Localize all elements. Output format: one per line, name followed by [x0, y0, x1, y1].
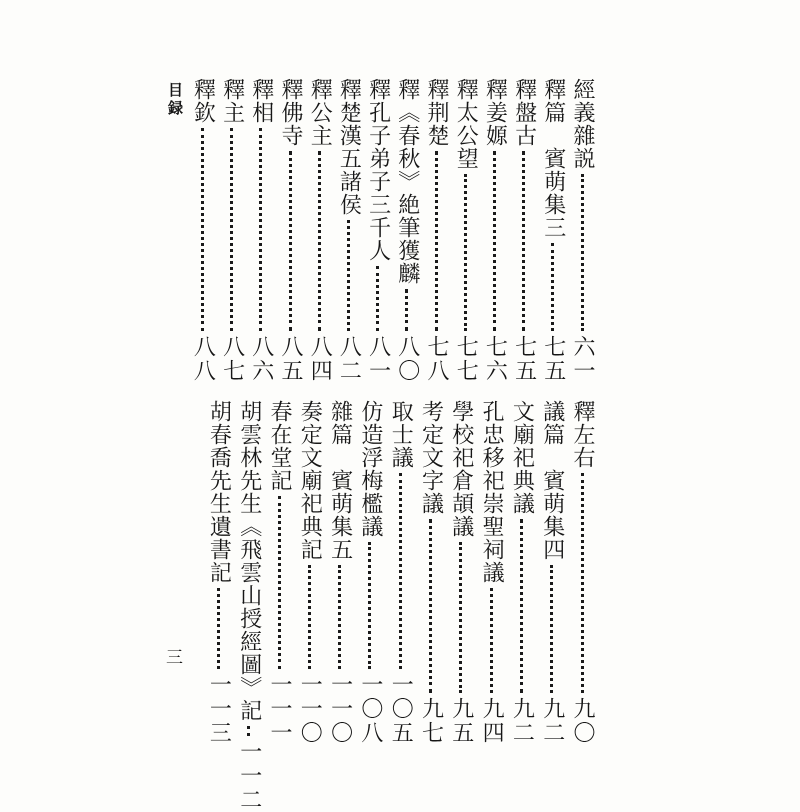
- entry-title: 釋楚漢五諸侯: [336, 78, 362, 216]
- entry-page-number: 七六: [482, 335, 508, 383]
- toc-entry: [336, 78, 360, 383]
- entry-title: 雜篇 賓萌集五: [327, 400, 353, 561]
- entry-page-number: 六一: [570, 335, 595, 383]
- toc-entry: [358, 400, 382, 745]
- dot-leader: [318, 151, 321, 331]
- dot-leader: [464, 174, 467, 331]
- toc-entry: [540, 400, 564, 745]
- dot-leader: [201, 128, 204, 331]
- entry-title: 胡春喬先生遺書記: [206, 400, 232, 584]
- toc-entry: [512, 78, 536, 383]
- toc-entry: [449, 400, 473, 745]
- entry-page-number: 七八: [424, 335, 449, 383]
- toc-entry: [236, 400, 262, 812]
- entry-page-number: 七七: [453, 335, 479, 383]
- entry-page-number: 九〇: [570, 697, 595, 745]
- entry-title: 釋公主: [307, 78, 333, 147]
- toc-entry: [509, 400, 533, 745]
- entry-page-number: 一一〇: [327, 673, 353, 745]
- toc-entry: [419, 400, 443, 745]
- dot-leader: [493, 151, 496, 331]
- entry-page-number: 八七: [219, 335, 245, 383]
- entry-page-number: 八〇: [394, 335, 420, 383]
- entry-title: 取士議: [388, 400, 414, 469]
- entry-title: 議篇 賓萌集四: [539, 400, 565, 561]
- entry-page-number: 九五: [448, 697, 474, 745]
- entry-page-number: 八六: [248, 335, 274, 383]
- entry-page-number: 九二: [509, 697, 535, 745]
- dot-leader: [338, 565, 341, 669]
- dot-leader: [550, 565, 553, 693]
- entry-page-number: 七五: [540, 335, 566, 383]
- dot-leader: [435, 151, 438, 331]
- entry-title: 學校祀倉頡議: [448, 400, 474, 538]
- toc-entry: [190, 78, 214, 383]
- dot-leader: [522, 151, 525, 331]
- toc-entry: [297, 400, 321, 745]
- entry-title: 經義雜説: [570, 78, 595, 170]
- entry-page-number: 一〇五: [388, 673, 414, 745]
- entry-title: 奏定文廟祀典記: [297, 400, 323, 561]
- dot-leader: [581, 174, 584, 331]
- entry-page-number: 一一二: [236, 740, 262, 812]
- entry-title: 春在堂記: [267, 400, 292, 492]
- entry-page-number: 九七: [418, 697, 444, 745]
- entry-title: 胡雲林先生《飛雲山授經圖》記: [236, 400, 262, 722]
- toc-entry: [278, 78, 302, 383]
- entry-page-number: 八五: [278, 335, 303, 383]
- toc-entry: [307, 78, 331, 383]
- dot-leader: [429, 519, 432, 693]
- toc-entry: [482, 78, 506, 383]
- entry-page-number: 九二: [539, 697, 565, 745]
- page-number: 三: [162, 648, 182, 665]
- dot-leader: [247, 726, 250, 736]
- dot-leader: [217, 588, 220, 669]
- entry-page-number: 八八: [190, 335, 216, 383]
- entry-title: 釋太公望: [453, 78, 479, 170]
- toc-entry: [395, 78, 419, 383]
- dot-leader: [459, 542, 462, 693]
- dot-leader: [278, 496, 281, 669]
- entry-page-number: 九四: [479, 697, 505, 745]
- running-header: 目録: [166, 82, 184, 118]
- toc-entry: [267, 400, 291, 745]
- entry-title: 釋盤古: [511, 78, 537, 147]
- dot-leader: [368, 542, 371, 669]
- entry-page-number: 七五: [511, 335, 537, 383]
- dot-leader: [259, 128, 262, 331]
- entry-title: 釋孔子弟子三千人: [365, 78, 391, 262]
- toc-entry: [220, 78, 244, 383]
- entry-title: 考定文字議: [418, 400, 444, 515]
- dot-leader: [399, 473, 402, 669]
- entry-title: 釋姜嫄: [482, 78, 508, 147]
- entry-title: 釋欽: [190, 78, 216, 124]
- toc-entry: [206, 400, 230, 745]
- entry-title: 釋荆楚: [424, 78, 449, 147]
- dot-leader: [289, 151, 292, 331]
- entry-title: 釋篇 賓萌集三: [540, 78, 566, 239]
- toc-entry: [570, 78, 594, 383]
- entry-title: 釋左右: [570, 400, 595, 469]
- entry-title: 孔忠移祀崇聖祠議: [479, 400, 505, 584]
- dot-leader: [520, 519, 523, 693]
- toc-entry: [453, 78, 477, 383]
- entry-page-number: 一一一: [267, 673, 292, 745]
- entry-title: 釋《春秋》絶筆獲麟: [394, 78, 420, 285]
- entry-page-number: 一〇八: [357, 673, 383, 745]
- toc-entry: [541, 78, 565, 383]
- entry-title: 仿造浮梅檻議: [357, 400, 383, 538]
- dot-leader: [347, 220, 350, 331]
- entry-page-number: 八一: [365, 335, 391, 383]
- toc-entry: [570, 400, 594, 745]
- entry-page-number: 一一〇: [297, 673, 323, 745]
- dot-leader: [230, 128, 233, 331]
- entry-title: 文廟祀典議: [509, 400, 535, 515]
- dot-leader: [490, 588, 493, 693]
- dot-leader: [551, 243, 554, 331]
- dot-leader: [405, 289, 408, 331]
- entry-title: 釋主: [219, 78, 245, 124]
- entry-page-number: 一一三: [206, 673, 232, 745]
- dot-leader: [308, 565, 311, 669]
- entry-title: 釋相: [248, 78, 274, 124]
- dot-leader: [376, 266, 379, 331]
- toc-entry: [479, 400, 503, 745]
- toc-entry: [249, 78, 273, 383]
- toc-entry: [388, 400, 412, 745]
- entry-title: 釋佛寺: [278, 78, 303, 147]
- entry-page-number: 八四: [307, 335, 333, 383]
- toc-entry: [424, 78, 448, 383]
- dot-leader: [581, 473, 584, 693]
- entry-page-number: 八二: [336, 335, 362, 383]
- toc-entry: [366, 78, 390, 383]
- toc-entry: [328, 400, 352, 745]
